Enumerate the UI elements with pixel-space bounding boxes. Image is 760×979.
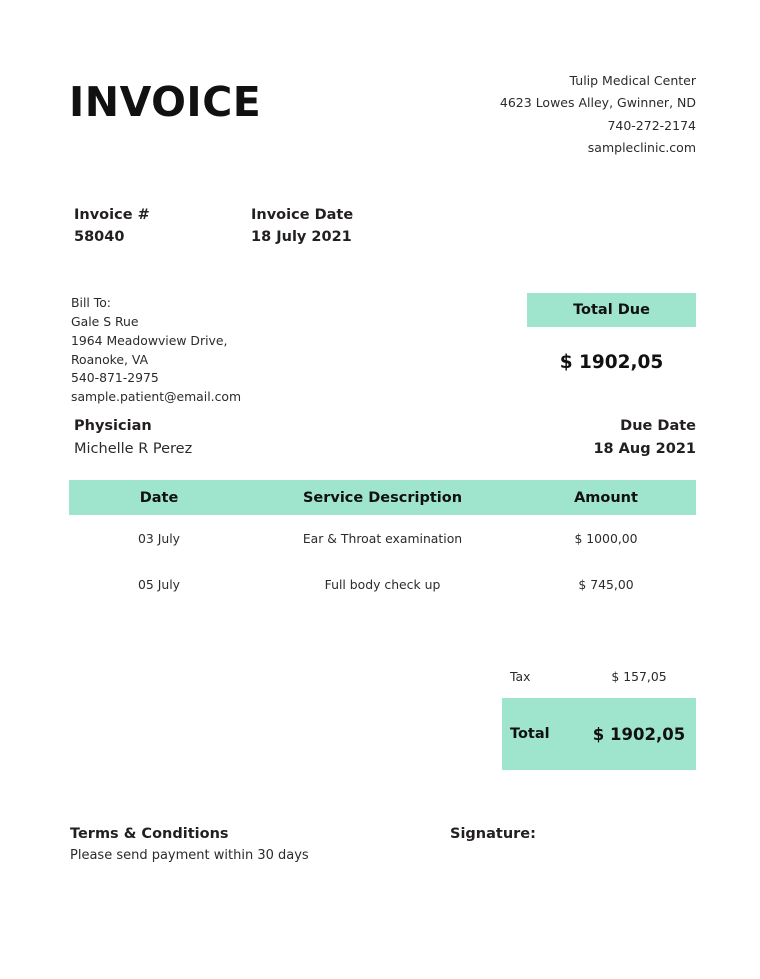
tax-row bbox=[502, 661, 696, 691]
bill-to-name: Gale S Rue bbox=[71, 313, 139, 329]
total-due-banner bbox=[527, 293, 696, 327]
table-header-row bbox=[69, 480, 696, 515]
signature-label: Signature: bbox=[450, 826, 536, 842]
company-details bbox=[500, 70, 696, 159]
company-website: sampleclinic.com bbox=[587, 139, 696, 155]
due-date-value: 18 Aug 2021 bbox=[593, 440, 696, 457]
bill-to-block bbox=[71, 294, 241, 407]
physician-name: Michelle R Perez bbox=[74, 440, 193, 457]
bill-to-phone: 540-871-2975 bbox=[71, 370, 159, 386]
invoice-number-value: 58040 bbox=[74, 229, 125, 246]
page-title: INVOICE bbox=[69, 78, 262, 126]
cell-date: 03 July bbox=[138, 530, 180, 546]
column-header-amount: Amount bbox=[516, 480, 696, 515]
terms-and-conditions bbox=[70, 823, 309, 867]
bill-to-address-line2: Roanoke, VA bbox=[71, 351, 149, 367]
invoice-number-group bbox=[74, 204, 251, 249]
due-date-label: Due Date bbox=[620, 418, 696, 434]
company-phone: 740-272-2174 bbox=[607, 117, 696, 133]
physician-block bbox=[74, 415, 192, 461]
physician-label: Physician bbox=[74, 418, 152, 434]
bill-to-email: sample.patient@email.com bbox=[71, 389, 242, 405]
cell-date: 05 July bbox=[138, 576, 180, 592]
total-due-label: Total Due bbox=[573, 302, 650, 318]
company-address: 4623 Lowes Alley, Gwinner, ND bbox=[499, 95, 696, 111]
table-row bbox=[69, 515, 696, 561]
cell-service-description: Full body check up bbox=[324, 576, 441, 592]
terms-title: Terms & Conditions bbox=[70, 826, 229, 842]
due-date-block bbox=[496, 415, 696, 461]
invoice-meta bbox=[74, 204, 353, 249]
total-value: $ 1902,05 bbox=[592, 724, 686, 744]
column-header-date: Date bbox=[69, 480, 249, 515]
cell-amount: $ 745,00 bbox=[578, 576, 634, 592]
total-label: Total bbox=[510, 726, 550, 742]
invoice-date-group bbox=[251, 204, 353, 249]
invoice-date-label: Invoice Date bbox=[251, 207, 354, 223]
tax-label: Tax bbox=[510, 668, 531, 684]
cell-service-description: Ear & Throat examination bbox=[302, 530, 463, 546]
invoice-date-value: 18 July 2021 bbox=[251, 229, 352, 246]
total-due-amount: $ 1902,05 bbox=[559, 352, 664, 373]
bill-to-label: Bill To: bbox=[71, 295, 111, 310]
line-items-table bbox=[69, 480, 696, 607]
tax-value: $ 157,05 bbox=[611, 668, 667, 684]
terms-text: Please send payment within 30 days bbox=[70, 848, 309, 864]
column-header-service-description: Service Description bbox=[249, 480, 516, 515]
invoice-number-label: Invoice # bbox=[74, 207, 150, 223]
bill-to-address-line1: 1964 Meadowview Drive, bbox=[71, 332, 228, 348]
cell-amount: $ 1000,00 bbox=[574, 530, 638, 546]
company-name: Tulip Medical Center bbox=[569, 73, 696, 88]
table-row bbox=[69, 561, 696, 607]
total-row bbox=[502, 698, 696, 770]
document-header bbox=[69, 70, 696, 159]
